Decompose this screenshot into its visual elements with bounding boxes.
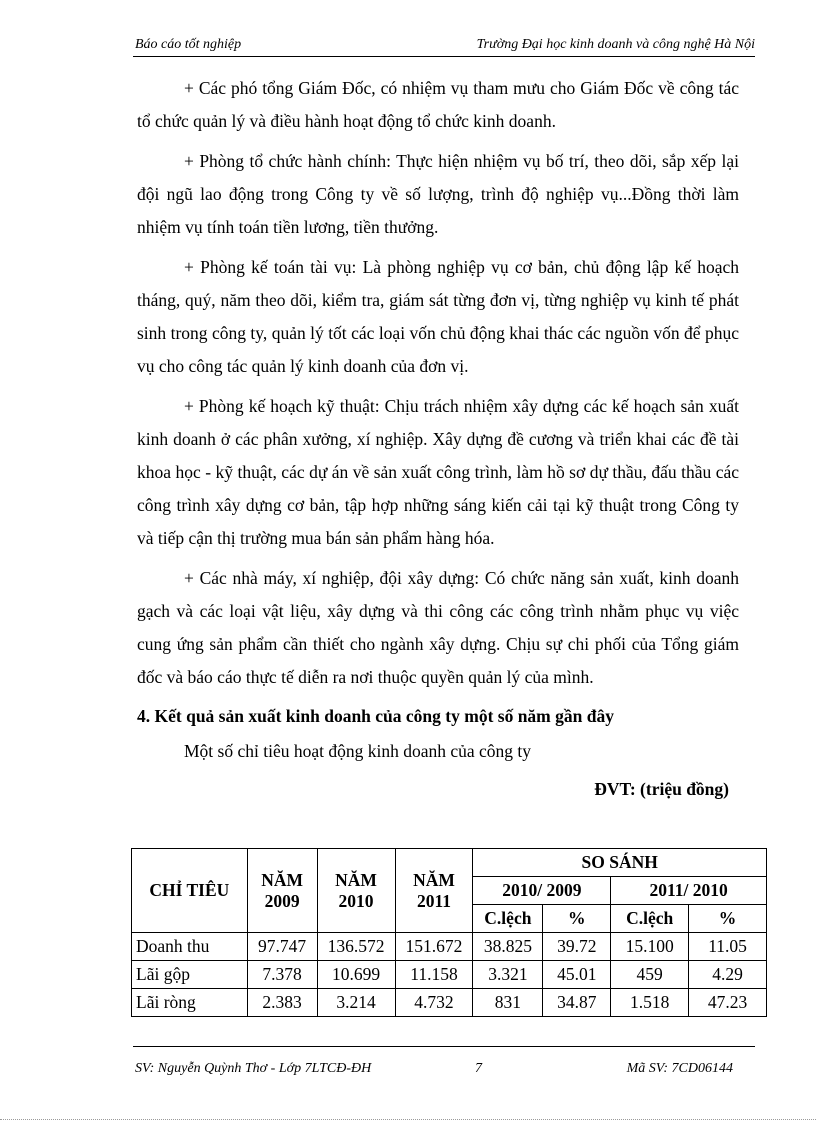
cell-2010: 10.699: [317, 961, 395, 989]
section-heading: 4. Kết quả sản xuất kinh doanh của công ty một số năm gần đây: [137, 706, 614, 726]
paragraph-accounting-department: + Phòng kế toán tài vụ: Là phòng nghiệp vụ cơ bản, chủ động lập kế hoạch tháng, quý, năm theo dõi, kiểm tra, giám sát từng đơn vị, từng nghiệp vụ kinh tế phát sinh trong công ty, quản lý tốt các loại vốn chủ động khai thác các nguồn vốn để phục vụ cho công tác quản lý kinh doanh của đơn vị.: [137, 257, 739, 376]
cell-2011: 151.672: [395, 933, 473, 961]
cell-diff-1: 3.321: [473, 961, 543, 989]
header-period-2011-2010: 2011/ 2010: [611, 877, 767, 905]
cell-pct-1: 45.01: [543, 961, 611, 989]
cell-diff-1: 831: [473, 989, 543, 1017]
header-indicator: CHỈ TIÊU: [132, 849, 248, 933]
page-header: [133, 34, 755, 57]
cell-2009: 97.747: [247, 933, 317, 961]
table-intro: Một số chỉ tiêu hoạt động kinh doanh của công ty: [184, 741, 532, 761]
page-footer: [133, 1046, 755, 1076]
cell-2010: 3.214: [317, 989, 395, 1017]
unit-note: ĐVT: (triệu đồng): [594, 779, 729, 799]
header-period-2010-2009: 2010/ 2009: [473, 877, 611, 905]
page-edge-divider: [0, 1119, 816, 1120]
business-results-table: [131, 848, 767, 1017]
header-compare: SO SÁNH: [473, 849, 767, 877]
header-diff-1: C.lệch: [473, 905, 543, 933]
paragraph-vice-directors: + Các phó tổng Giám Đốc, có nhiệm vụ tham mưu cho Giám Đốc về công tác tổ chức quản lý và điều hành hoạt động tổ chức kinh doanh.: [137, 78, 739, 131]
footer-student-id: Mã SV: 7CD06144: [626, 1061, 733, 1076]
cell-pct-2: 4.29: [689, 961, 767, 989]
cell-diff-2: 15.100: [611, 933, 689, 961]
cell-diff-2: 1.518: [611, 989, 689, 1017]
cell-2011: 11.158: [395, 961, 473, 989]
table-row: [132, 989, 767, 1017]
header-pct-1: %: [543, 905, 611, 933]
header-left-text: Báo cáo tốt nghiệp: [135, 37, 242, 52]
row-label: Lãi ròng: [132, 989, 248, 1017]
header-pct-2: %: [689, 905, 767, 933]
row-label: Lãi gộp: [132, 961, 248, 989]
page-body: [137, 72, 739, 805]
cell-2010: 136.572: [317, 933, 395, 961]
cell-2011: 4.732: [395, 989, 473, 1017]
paragraph-admin-department: + Phòng tổ chức hành chính: Thực hiện nhiệm vụ bố trí, theo dõi, sắp xếp lại đội ngũ lao động trong Công ty về số lượng, trình độ nghiệp vụ...Đồng thời làm nhiệm vụ tính toán tiền lương, tiền thưởng.: [137, 151, 739, 237]
footer-student: SV: Nguyễn Quỳnh Thơ - Lớp 7LTCĐ-ĐH: [135, 1061, 372, 1076]
paragraph-factories: + Các nhà máy, xí nghiệp, đội xây dựng: Có chức năng sản xuất, kinh doanh gạch và các loại vật liệu, xây dựng và thi công các công trình nhằm phục vụ việc cung ứng sản phẩm cần thiết cho ngành xây dựng. Chịu sự chi phối của Tổng giám đốc và báo cáo thực tế diễn ra nơi thuộc quyền quản lý của mình.: [137, 568, 739, 687]
header-year-2009: NĂM 2009: [247, 849, 317, 933]
cell-pct-2: 11.05: [689, 933, 767, 961]
cell-2009: 7.378: [247, 961, 317, 989]
row-label: Doanh thu: [132, 933, 248, 961]
table-row: [132, 961, 767, 989]
cell-pct-2: 47.23: [689, 989, 767, 1017]
header-diff-2: C.lệch: [611, 905, 689, 933]
header-year-2010: NĂM 2010: [317, 849, 395, 933]
footer-page-number: 7: [475, 1061, 482, 1076]
paragraph-planning-department: + Phòng kế hoạch kỹ thuật: Chịu trách nhiệm xây dựng các kế hoạch sản xuất kinh doanh ở các phân xưởng, xí nghiệp. Xây dựng đề cương và triển khai các đề tài khoa học - kỹ thuật, các dự án về sản xuất công trình, làm hồ sơ dự thầu, đấu thầu các công trình xây dựng cơ bản, tập hợp những sáng kiến cải tại kỹ thuật trong Công ty và tiếp cận thị trường mua bán sản phẩm hàng hóa.: [137, 396, 739, 548]
table-row: [132, 933, 767, 961]
cell-pct-1: 39.72: [543, 933, 611, 961]
cell-2009: 2.383: [247, 989, 317, 1017]
table-header-row-1: [132, 849, 767, 877]
header-right-text: Trường Đại học kinh doanh và công nghệ Hà Nội: [476, 37, 755, 52]
cell-pct-1: 34.87: [543, 989, 611, 1017]
header-year-2011: NĂM 2011: [395, 849, 473, 933]
cell-diff-2: 459: [611, 961, 689, 989]
cell-diff-1: 38.825: [473, 933, 543, 961]
